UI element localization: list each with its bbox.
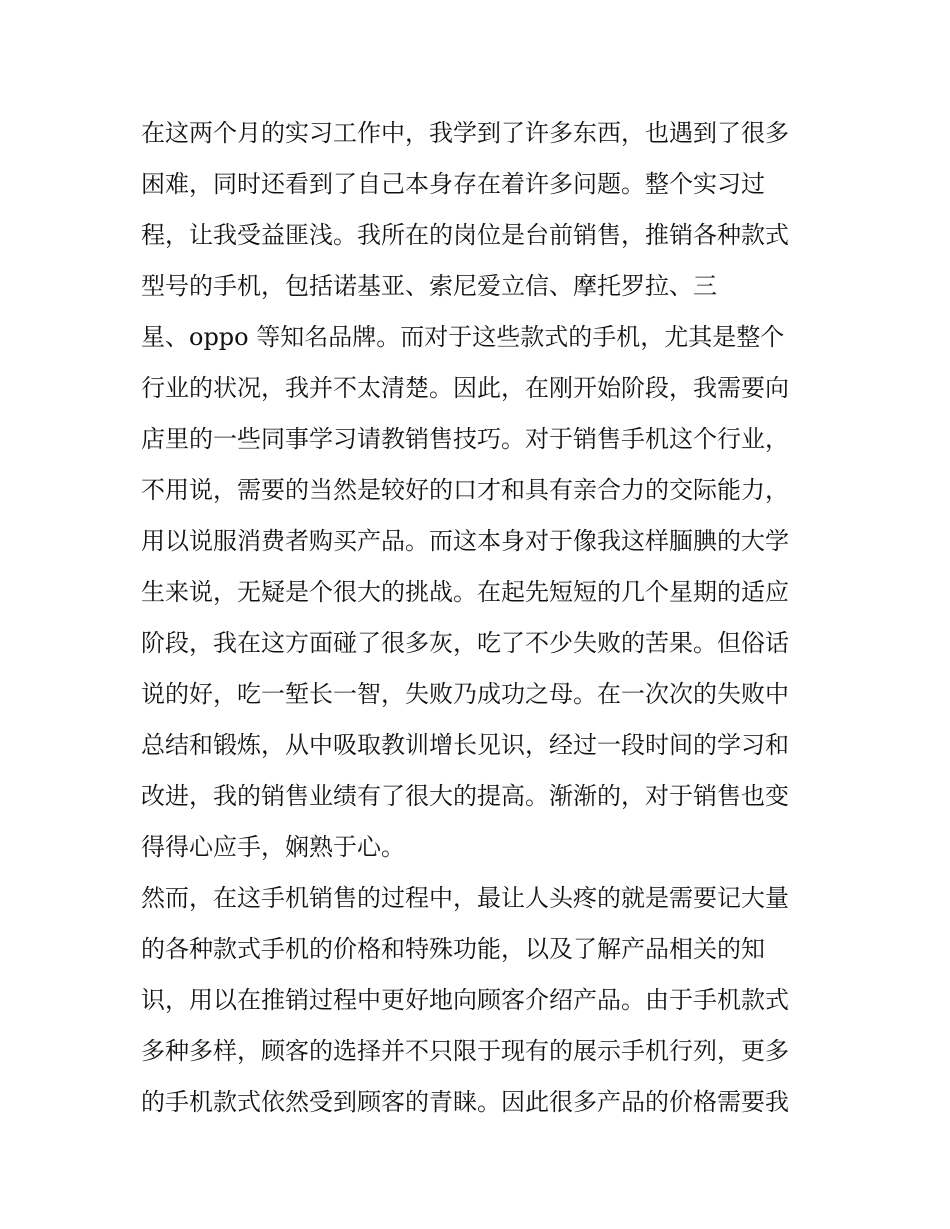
text-line: 困难，同时还看到了自己本身存在着许多问题。整个实习过 [141, 170, 765, 198]
text-line: 然而，在这手机销售的过程中，最让人头疼的就是需要记大量 [141, 884, 789, 912]
text-line: 行业的状况，我并不太清楚。因此，在刚开始阶段，我需要向 [141, 374, 789, 402]
paragraph-2 [141, 873, 821, 1128]
paragraph-1 [141, 108, 821, 873]
text-line: 多种多样，顾客的选择并不只限于现有的展示手机行列，更多 [141, 1037, 789, 1065]
text-line: 得得心应手，娴熟于心。 [141, 833, 405, 861]
text-line: 的各种款式手机的价格和特殊功能，以及了解产品相关的知 [141, 935, 765, 963]
text-line: 程，让我受益匪浅。我所在的岗位是台前销售，推销各种款式 [141, 221, 789, 249]
text-line: 识，用以在推销过程中更好地向顾客介绍产品。由于手机款式 [141, 986, 789, 1014]
text-line: 在这两个月的实习工作中，我学到了许多东西，也遇到了很多 [141, 119, 789, 147]
text-line: 星、oppo 等知名品牌。而对于这些款式的手机，尤其是整个 [141, 323, 785, 351]
text-line: 改进，我的销售业绩有了很大的提高。渐渐的，对于销售也变 [141, 782, 789, 810]
text-line: 型号的手机，包括诺基亚、索尼爱立信、摩托罗拉、三 [141, 272, 717, 300]
text-line: 店里的一些同事学习请教销售技巧。对于销售手机这个行业， [141, 425, 789, 453]
text-line: 的手机款式依然受到顾客的青睐。因此很多产品的价格需要我 [141, 1088, 789, 1116]
document-body [141, 108, 821, 1128]
text-line: 生来说，无疑是个很大的挑战。在起先短短的几个星期的适应 [141, 578, 789, 606]
text-line: 不用说，需要的当然是较好的口才和具有亲合力的交际能力， [141, 476, 789, 504]
text-line: 阶段，我在这方面碰了很多灰，吃了不少失败的苦果。但俗话 [141, 629, 789, 657]
text-line: 说的好，吃一堑长一智，失败乃成功之母。在一次次的失败中 [141, 680, 789, 708]
text-line: 用以说服消费者购买产品。而这本身对于像我这样腼腆的大学 [141, 527, 789, 555]
text-line: 总结和锻炼，从中吸取教训增长见识，经过一段时间的学习和 [141, 731, 789, 759]
